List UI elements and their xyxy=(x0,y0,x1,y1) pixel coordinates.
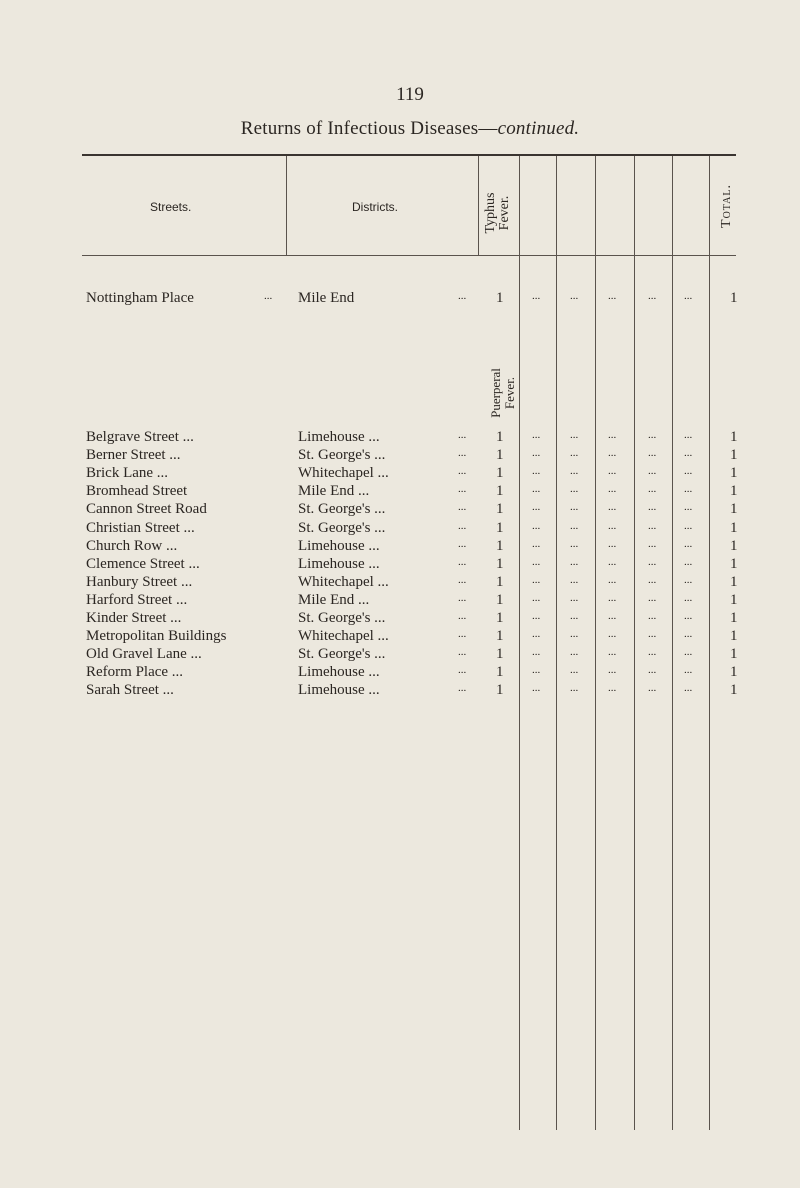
blank-dots: ... xyxy=(684,520,693,532)
blank-dots: ... xyxy=(648,574,657,586)
fever-count: 1 xyxy=(496,447,504,463)
leader-dots: ... xyxy=(264,290,273,302)
blank-dots: ... xyxy=(684,646,693,658)
district-cell: Limehouse ... xyxy=(298,682,380,698)
table-row xyxy=(0,483,800,503)
fever-count: 1 xyxy=(496,610,504,626)
fever-count: 1 xyxy=(496,646,504,662)
blank-dots: ... xyxy=(570,682,579,694)
blank-dots: ... xyxy=(608,574,617,586)
total-count: 1 xyxy=(730,592,738,608)
total-count: 1 xyxy=(730,610,738,626)
fever-count: 1 xyxy=(496,290,504,306)
blank-dots: ... xyxy=(532,592,541,604)
total-count: 1 xyxy=(730,574,738,590)
header-typhus-fever xyxy=(484,168,514,258)
total-count: 1 xyxy=(730,520,738,536)
blank-dots: ... xyxy=(684,465,693,477)
blank-dots: ... xyxy=(684,556,693,568)
blank-dots: ... xyxy=(608,520,617,532)
blank-dots: ... xyxy=(648,538,657,550)
blank-dots: ... xyxy=(532,538,541,550)
blank-dots: ... xyxy=(608,290,617,302)
blank-dots: ... xyxy=(684,682,693,694)
district-cell: St. George's ... xyxy=(298,501,386,517)
fever-count: 1 xyxy=(496,483,504,499)
blank-dots: ... xyxy=(570,664,579,676)
table-row xyxy=(0,465,800,485)
total-count: 1 xyxy=(730,538,738,554)
blank-dots: ... xyxy=(532,664,541,676)
header-total: Total. xyxy=(719,184,734,228)
blank-dots: ... xyxy=(532,610,541,622)
blank-dots: ... xyxy=(570,556,579,568)
blank-dots: ... xyxy=(570,465,579,477)
district-cell: Limehouse ... xyxy=(298,429,380,445)
district-cell: St. George's ... xyxy=(298,447,386,463)
blank-dots: ... xyxy=(684,538,693,550)
row-nottingham-place xyxy=(0,290,800,310)
blank-dots: ... xyxy=(532,447,541,459)
fever-count: 1 xyxy=(496,501,504,517)
page-title xyxy=(0,118,800,140)
blank-dots: ... xyxy=(608,483,617,495)
district-cell: Limehouse ... xyxy=(298,664,380,680)
blank-dots: ... xyxy=(608,682,617,694)
blank-dots: ... xyxy=(608,610,617,622)
blank-dots: ... xyxy=(648,465,657,477)
leader-dots: ... xyxy=(458,556,467,568)
fever-count: 1 xyxy=(496,664,504,680)
leader-dots: ... xyxy=(458,538,467,550)
total-count: 1 xyxy=(730,646,738,662)
district-cell: Mile End ... xyxy=(298,592,370,608)
table-row xyxy=(0,682,800,702)
district-cell: Whitechapel ... xyxy=(298,574,389,590)
district-cell: Mile End ... xyxy=(298,483,370,499)
blank-dots: ... xyxy=(608,447,617,459)
table-row xyxy=(0,574,800,594)
blank-dots: ... xyxy=(648,646,657,658)
blank-dots: ... xyxy=(648,520,657,532)
blank-dots: ... xyxy=(608,501,617,513)
typhus-line-2: Fever. xyxy=(497,195,512,231)
blank-dots: ... xyxy=(532,501,541,513)
table-row xyxy=(0,592,800,612)
leader-dots: ... xyxy=(458,682,467,694)
street-cell: Sarah Street ... xyxy=(86,682,174,698)
fever-count: 1 xyxy=(496,465,504,481)
header-streets: Streets. xyxy=(150,200,192,214)
blank-dots: ... xyxy=(684,447,693,459)
blank-dots: ... xyxy=(648,628,657,640)
leader-dots: ... xyxy=(458,574,467,586)
blank-dots: ... xyxy=(648,290,657,302)
blank-dots: ... xyxy=(684,483,693,495)
total-count: 1 xyxy=(730,556,738,572)
fever-count: 1 xyxy=(496,682,504,698)
blank-dots: ... xyxy=(648,682,657,694)
blank-dots: ... xyxy=(532,290,541,302)
blank-dots: ... xyxy=(648,429,657,441)
leader-dots: ... xyxy=(458,646,467,658)
blank-dots: ... xyxy=(532,628,541,640)
leader-dots: ... xyxy=(458,520,467,532)
blank-dots: ... xyxy=(684,574,693,586)
leader-dots: ... xyxy=(458,465,467,477)
total-count: 1 xyxy=(730,483,738,499)
blank-dots: ... xyxy=(608,592,617,604)
column-divider-streets xyxy=(286,156,287,255)
table-row xyxy=(0,556,800,576)
blank-dots: ... xyxy=(570,538,579,550)
district-cell: Limehouse ... xyxy=(298,538,380,554)
puerperal-line-1: Puerperal xyxy=(488,368,503,418)
blank-dots: ... xyxy=(684,501,693,513)
table-row xyxy=(0,447,800,467)
leader-dots: ... xyxy=(458,628,467,640)
table-row xyxy=(0,646,800,666)
blank-dots: ... xyxy=(532,429,541,441)
table-row xyxy=(0,520,800,540)
leader-dots: ... xyxy=(458,610,467,622)
street-cell: Kinder Street ... xyxy=(86,610,182,626)
blank-dots: ... xyxy=(684,429,693,441)
total-count: 1 xyxy=(730,447,738,463)
blank-dots: ... xyxy=(532,556,541,568)
district-cell: Whitechapel ... xyxy=(298,628,389,644)
blank-dots: ... xyxy=(570,429,579,441)
fever-count: 1 xyxy=(496,538,504,554)
blank-dots: ... xyxy=(532,574,541,586)
header-bottom-rule xyxy=(82,255,736,256)
street-cell: Church Row ... xyxy=(86,538,178,554)
street-cell: Harford Street ... xyxy=(86,592,188,608)
total-count: 1 xyxy=(730,664,738,680)
blank-dots: ... xyxy=(684,628,693,640)
blank-dots: ... xyxy=(608,429,617,441)
leader-dots: ... xyxy=(458,501,467,513)
blank-dots: ... xyxy=(570,628,579,640)
blank-dots: ... xyxy=(570,520,579,532)
table-row xyxy=(0,538,800,558)
street-cell: Old Gravel Lane ... xyxy=(86,646,202,662)
blank-dots: ... xyxy=(648,447,657,459)
blank-dots: ... xyxy=(648,592,657,604)
total-count: 1 xyxy=(730,682,738,698)
blank-dots: ... xyxy=(532,520,541,532)
title-main: Returns of Infectious Diseases— xyxy=(240,118,498,139)
district-cell: Limehouse ... xyxy=(298,556,380,572)
street-cell: Hanbury Street ... xyxy=(86,574,193,590)
district-cell: St. George's ... xyxy=(298,646,386,662)
blank-dots: ... xyxy=(570,483,579,495)
table-row xyxy=(0,429,800,449)
total-count: 1 xyxy=(730,429,738,445)
district-cell: Mile End xyxy=(298,290,355,306)
blank-dots: ... xyxy=(532,465,541,477)
blank-dots: ... xyxy=(608,465,617,477)
blank-dots: ... xyxy=(648,610,657,622)
street-cell: Metropolitan Buildings xyxy=(86,628,227,644)
total-count: 1 xyxy=(730,465,738,481)
title-italic: continued. xyxy=(497,118,580,139)
street-cell: Brick Lane ... xyxy=(86,465,169,481)
blank-dots: ... xyxy=(684,664,693,676)
leader-dots: ... xyxy=(458,290,467,302)
typhus-line-1: Typhus xyxy=(483,192,498,234)
street-cell: Belgrave Street ... xyxy=(86,429,194,445)
header-districts: Districts. xyxy=(352,200,398,214)
blank-dots: ... xyxy=(532,483,541,495)
blank-dots: ... xyxy=(684,592,693,604)
header-puerperal-fever xyxy=(489,353,519,433)
column-divider-districts xyxy=(478,156,479,255)
total-count: 1 xyxy=(730,290,738,306)
table-row xyxy=(0,501,800,521)
blank-dots: ... xyxy=(570,501,579,513)
blank-dots: ... xyxy=(532,682,541,694)
blank-dots: ... xyxy=(684,290,693,302)
leader-dots: ... xyxy=(458,664,467,676)
district-cell: St. George's ... xyxy=(298,520,386,536)
blank-dots: ... xyxy=(532,646,541,658)
district-cell: St. George's ... xyxy=(298,610,386,626)
page-number: 119 xyxy=(396,84,424,105)
fever-count: 1 xyxy=(496,556,504,572)
street-cell: Berner Street ... xyxy=(86,447,181,463)
table-row xyxy=(0,628,800,648)
leader-dots: ... xyxy=(458,429,467,441)
table-top-rule xyxy=(82,154,736,156)
fever-count: 1 xyxy=(496,628,504,644)
table-row xyxy=(0,664,800,684)
street-cell: Clemence Street ... xyxy=(86,556,200,572)
fever-count: 1 xyxy=(496,429,504,445)
total-count: 1 xyxy=(730,501,738,517)
blank-dots: ... xyxy=(608,556,617,568)
street-cell: Bromhead Street xyxy=(86,483,188,499)
blank-dots: ... xyxy=(570,290,579,302)
fever-count: 1 xyxy=(496,520,504,536)
street-cell: Nottingham Place xyxy=(86,290,194,306)
street-cell: Reform Place ... xyxy=(86,664,184,680)
blank-dots: ... xyxy=(648,664,657,676)
fever-count: 1 xyxy=(496,592,504,608)
street-cell: Cannon Street Road xyxy=(86,501,207,517)
fever-count: 1 xyxy=(496,574,504,590)
total-count: 1 xyxy=(730,628,738,644)
blank-dots: ... xyxy=(570,574,579,586)
blank-dots: ... xyxy=(570,592,579,604)
blank-dots: ... xyxy=(648,501,657,513)
blank-dots: ... xyxy=(608,664,617,676)
blank-dots: ... xyxy=(570,447,579,459)
blank-dots: ... xyxy=(648,483,657,495)
blank-dots: ... xyxy=(570,610,579,622)
blank-dots: ... xyxy=(648,556,657,568)
street-cell: Christian Street ... xyxy=(86,520,195,536)
blank-dots: ... xyxy=(608,646,617,658)
leader-dots: ... xyxy=(458,447,467,459)
blank-dots: ... xyxy=(684,610,693,622)
blank-dots: ... xyxy=(570,646,579,658)
blank-dots: ... xyxy=(608,538,617,550)
blank-dots: ... xyxy=(608,628,617,640)
table-row xyxy=(0,610,800,630)
leader-dots: ... xyxy=(458,592,467,604)
leader-dots: ... xyxy=(458,483,467,495)
puerperal-line-2: Fever. xyxy=(502,376,517,410)
district-cell: Whitechapel ... xyxy=(298,465,389,481)
